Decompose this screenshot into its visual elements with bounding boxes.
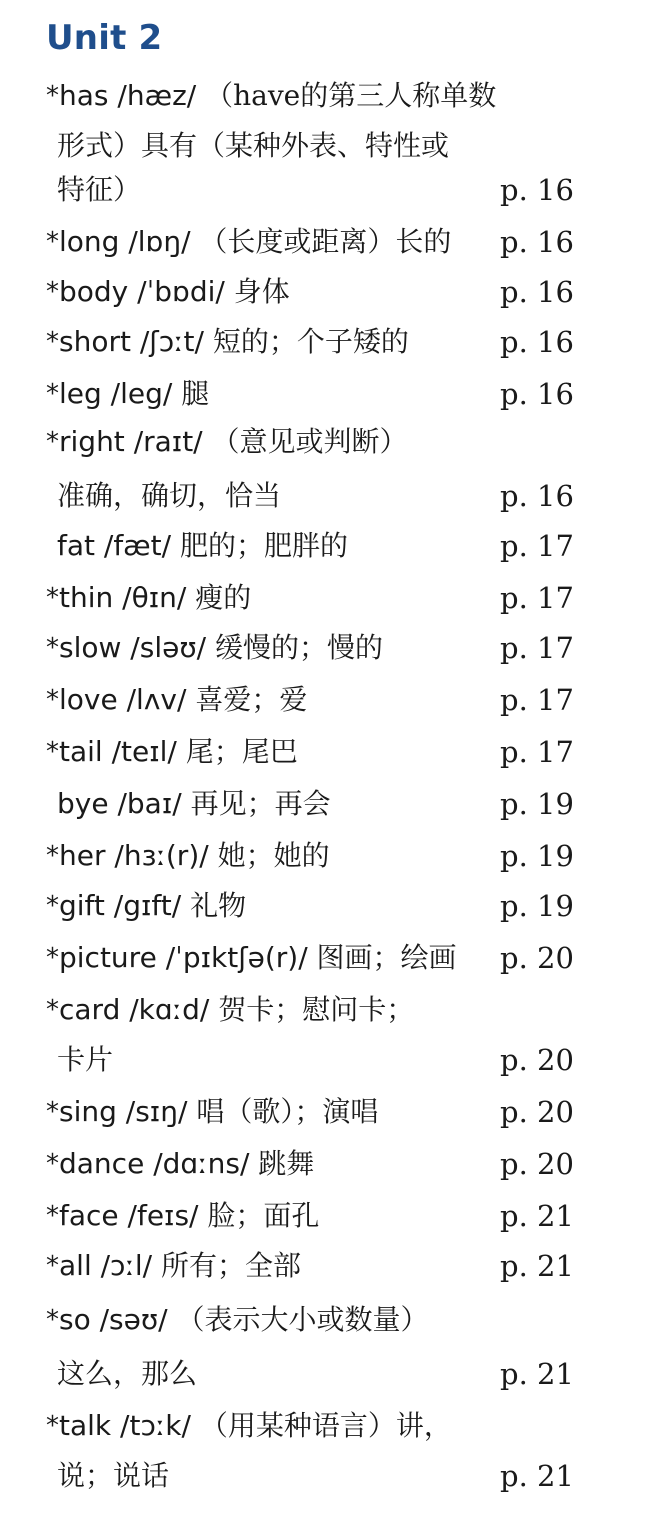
entry-headword-and-meaning [57, 522, 348, 570]
key-word-star: * [46, 1149, 59, 1179]
page-reference: p. 17 [500, 735, 574, 769]
entry-headword-and-meaning [46, 318, 409, 366]
key-word-star: * [46, 277, 59, 307]
page-reference: p. 16 [500, 377, 574, 411]
page-reference: p. 17 [500, 683, 574, 717]
key-word-star: * [46, 327, 59, 357]
page-reference: p. 20 [500, 1147, 574, 1181]
key-word-star: * [46, 583, 59, 613]
key-word-star: * [46, 1305, 59, 1335]
chinese-meaning: 礼物 [190, 889, 247, 922]
page-reference: p. 19 [500, 787, 574, 821]
key-word-star: * [46, 1097, 59, 1127]
headword-phonetic: right /raɪt/ [59, 425, 203, 458]
headword-phonetic: leg /leg/ [59, 377, 173, 410]
vocab-entry-continuation [0, 1452, 647, 1500]
page-reference: p. 21 [500, 1199, 574, 1233]
key-word-star: * [46, 633, 59, 663]
entry-headword-and-meaning [46, 676, 307, 724]
headword-phonetic: thin /θɪn/ [59, 581, 187, 614]
chinese-meaning-continued: 卡片 [57, 1043, 114, 1076]
vocab-entry-continuation [0, 472, 647, 520]
page-reference: p. 20 [500, 1095, 574, 1129]
headword-phonetic: card /kɑːd/ [59, 993, 210, 1026]
entry-headword-and-meaning [46, 1296, 429, 1344]
entry-headword-and-meaning [46, 72, 496, 120]
vocab-entry [0, 1088, 647, 1136]
vocab-entry [0, 1140, 647, 1188]
key-word-star: * [46, 841, 59, 871]
headword-phonetic: fat /fæt/ [57, 529, 172, 562]
chinese-meaning: 缓慢的；慢的 [214, 631, 383, 664]
key-word-star: * [46, 379, 59, 409]
chinese-meaning: （have的第三人称单数 [205, 79, 497, 112]
chinese-meaning-continued: 这么，那么 [57, 1357, 198, 1390]
headword-phonetic: so /səʊ/ [59, 1303, 168, 1336]
key-word-star: * [46, 891, 59, 921]
entry-headword-and-meaning [46, 1192, 319, 1240]
chinese-meaning: 短的；个子矮的 [212, 325, 409, 358]
vocab-entry [0, 1192, 647, 1240]
key-word-star: * [46, 1411, 59, 1441]
headword-phonetic: gift /gɪft/ [59, 889, 182, 922]
key-word-star: * [46, 1201, 59, 1231]
chinese-meaning: 肥的；肥胖的 [180, 529, 349, 562]
vocab-entry [0, 1242, 647, 1290]
key-word-star: * [46, 737, 59, 767]
chinese-meaning: （用某种语言）讲， [199, 1409, 452, 1442]
vocab-entry [0, 882, 647, 930]
page-reference: p. 16 [500, 479, 574, 513]
key-word-star: * [46, 1251, 59, 1281]
vocab-entry-continuation [0, 122, 647, 170]
headword-phonetic: short /ʃɔːt/ [59, 325, 204, 358]
entry-headword-and-meaning [46, 882, 246, 930]
headword-phonetic: her /hɜː(r)/ [59, 839, 209, 872]
entry-headword-and-meaning [46, 268, 290, 316]
vocab-entry-continuation [0, 1036, 647, 1084]
entry-headword-and-meaning [46, 218, 451, 266]
entry-headword-and-meaning [46, 986, 414, 1034]
chinese-meaning: 身体 [233, 275, 290, 308]
chinese-meaning: 喜爱；爱 [195, 683, 308, 716]
entry-headword-and-meaning [46, 934, 457, 982]
entry-headword-and-meaning [46, 728, 298, 776]
chinese-meaning: 瘦的 [195, 581, 252, 614]
entry-headword-and-meaning [57, 780, 331, 828]
vocab-entry [0, 780, 647, 828]
page-reference: p. 19 [500, 889, 574, 923]
key-word-star: * [46, 427, 59, 457]
vocab-entry [0, 318, 647, 366]
page-reference: p. 20 [500, 941, 574, 975]
entry-headword-and-meaning [46, 418, 408, 466]
unit-title: Unit 2 [46, 18, 163, 58]
entry-headword-and-meaning [46, 1402, 452, 1450]
headword-phonetic: picture /ˈpɪktʃə(r)/ [59, 941, 308, 974]
chinese-meaning: （意见或判断） [211, 425, 408, 458]
page-reference: p. 20 [500, 1043, 574, 1077]
chinese-meaning-continued: 准确，确切，恰当 [57, 479, 282, 512]
headword-phonetic: sing /sɪŋ/ [59, 1095, 188, 1128]
chinese-meaning: 再见；再会 [190, 787, 331, 820]
vocab-entry [0, 268, 647, 316]
headword-phonetic: tail /teɪl/ [59, 735, 177, 768]
chinese-meaning-continued: 特征） [57, 173, 142, 206]
headword-phonetic: has /hæz/ [59, 79, 197, 112]
page-reference: p. 19 [500, 839, 574, 873]
vocab-entry [0, 934, 647, 982]
entry-headword-and-meaning [46, 624, 383, 672]
page-reference: p. 16 [500, 173, 574, 207]
chinese-meaning: 她；她的 [217, 839, 330, 872]
vocab-entry [0, 574, 647, 622]
page-reference: p. 17 [500, 581, 574, 615]
chinese-meaning: （表示大小或数量） [176, 1303, 429, 1336]
headword-phonetic: dance /dɑːns/ [59, 1147, 250, 1180]
page-reference: p. 16 [500, 275, 574, 309]
vocab-entry [0, 832, 647, 880]
chinese-meaning: 尾；尾巴 [185, 735, 298, 768]
chinese-meaning: 脸；面孔 [207, 1199, 320, 1232]
headword-phonetic: face /feɪs/ [59, 1199, 199, 1232]
chinese-meaning-continued: 形式）具有（某种外表、特性或 [57, 129, 450, 162]
chinese-meaning: 跳舞 [258, 1147, 315, 1180]
page-reference: p. 17 [500, 529, 574, 563]
vocab-entry [0, 418, 647, 466]
page-reference: p. 21 [500, 1459, 574, 1493]
vocab-entry [0, 676, 647, 724]
key-word-star: * [46, 227, 59, 257]
chinese-meaning: 贺卡；慰问卡； [218, 993, 415, 1026]
chinese-meaning: （长度或距离）长的 [199, 225, 452, 258]
vocab-entry [0, 624, 647, 672]
headword-phonetic: long /lɒŋ/ [59, 225, 191, 258]
chinese-meaning: 所有；全部 [160, 1249, 301, 1282]
vocab-entry [0, 1402, 647, 1450]
headword-phonetic: talk /tɔːk/ [59, 1409, 191, 1442]
headword-phonetic: all /ɔːl/ [59, 1249, 153, 1282]
key-word-star: * [46, 81, 59, 111]
entry-headword-and-meaning [46, 832, 330, 880]
key-word-star: * [46, 685, 59, 715]
chinese-meaning: 腿 [181, 377, 210, 410]
chinese-meaning-continued: 说；说话 [57, 1459, 170, 1492]
entry-headword-and-meaning [46, 1140, 314, 1188]
vocab-entry [0, 218, 647, 266]
vocab-entry-continuation [0, 166, 647, 214]
vocab-entry [0, 728, 647, 776]
entry-headword-and-meaning [46, 1242, 301, 1290]
entry-headword-and-meaning [46, 574, 251, 622]
vocab-entry-continuation [0, 1350, 647, 1398]
vocab-entry [0, 986, 647, 1034]
headword-phonetic: body /ˈbɒdi/ [59, 275, 225, 308]
vocab-entry [0, 72, 647, 120]
vocab-entry [0, 522, 647, 570]
key-word-star: * [46, 995, 59, 1025]
vocab-entry [0, 370, 647, 418]
page-reference: p. 16 [500, 325, 574, 359]
page-reference: p. 21 [500, 1357, 574, 1391]
vocab-entry [0, 1296, 647, 1344]
headword-phonetic: love /lʌv/ [59, 683, 187, 716]
entry-headword-and-meaning [46, 1088, 378, 1136]
chinese-meaning: 图画；绘画 [316, 941, 457, 974]
entry-headword-and-meaning [46, 370, 209, 418]
headword-phonetic: bye /baɪ/ [57, 787, 182, 820]
key-word-star: * [46, 943, 59, 973]
page-reference: p. 21 [500, 1249, 574, 1283]
headword-phonetic: slow /sləʊ/ [59, 631, 207, 664]
chinese-meaning: 唱（歌）；演唱 [196, 1095, 379, 1128]
page-reference: p. 17 [500, 631, 574, 665]
page-reference: p. 16 [500, 225, 574, 259]
